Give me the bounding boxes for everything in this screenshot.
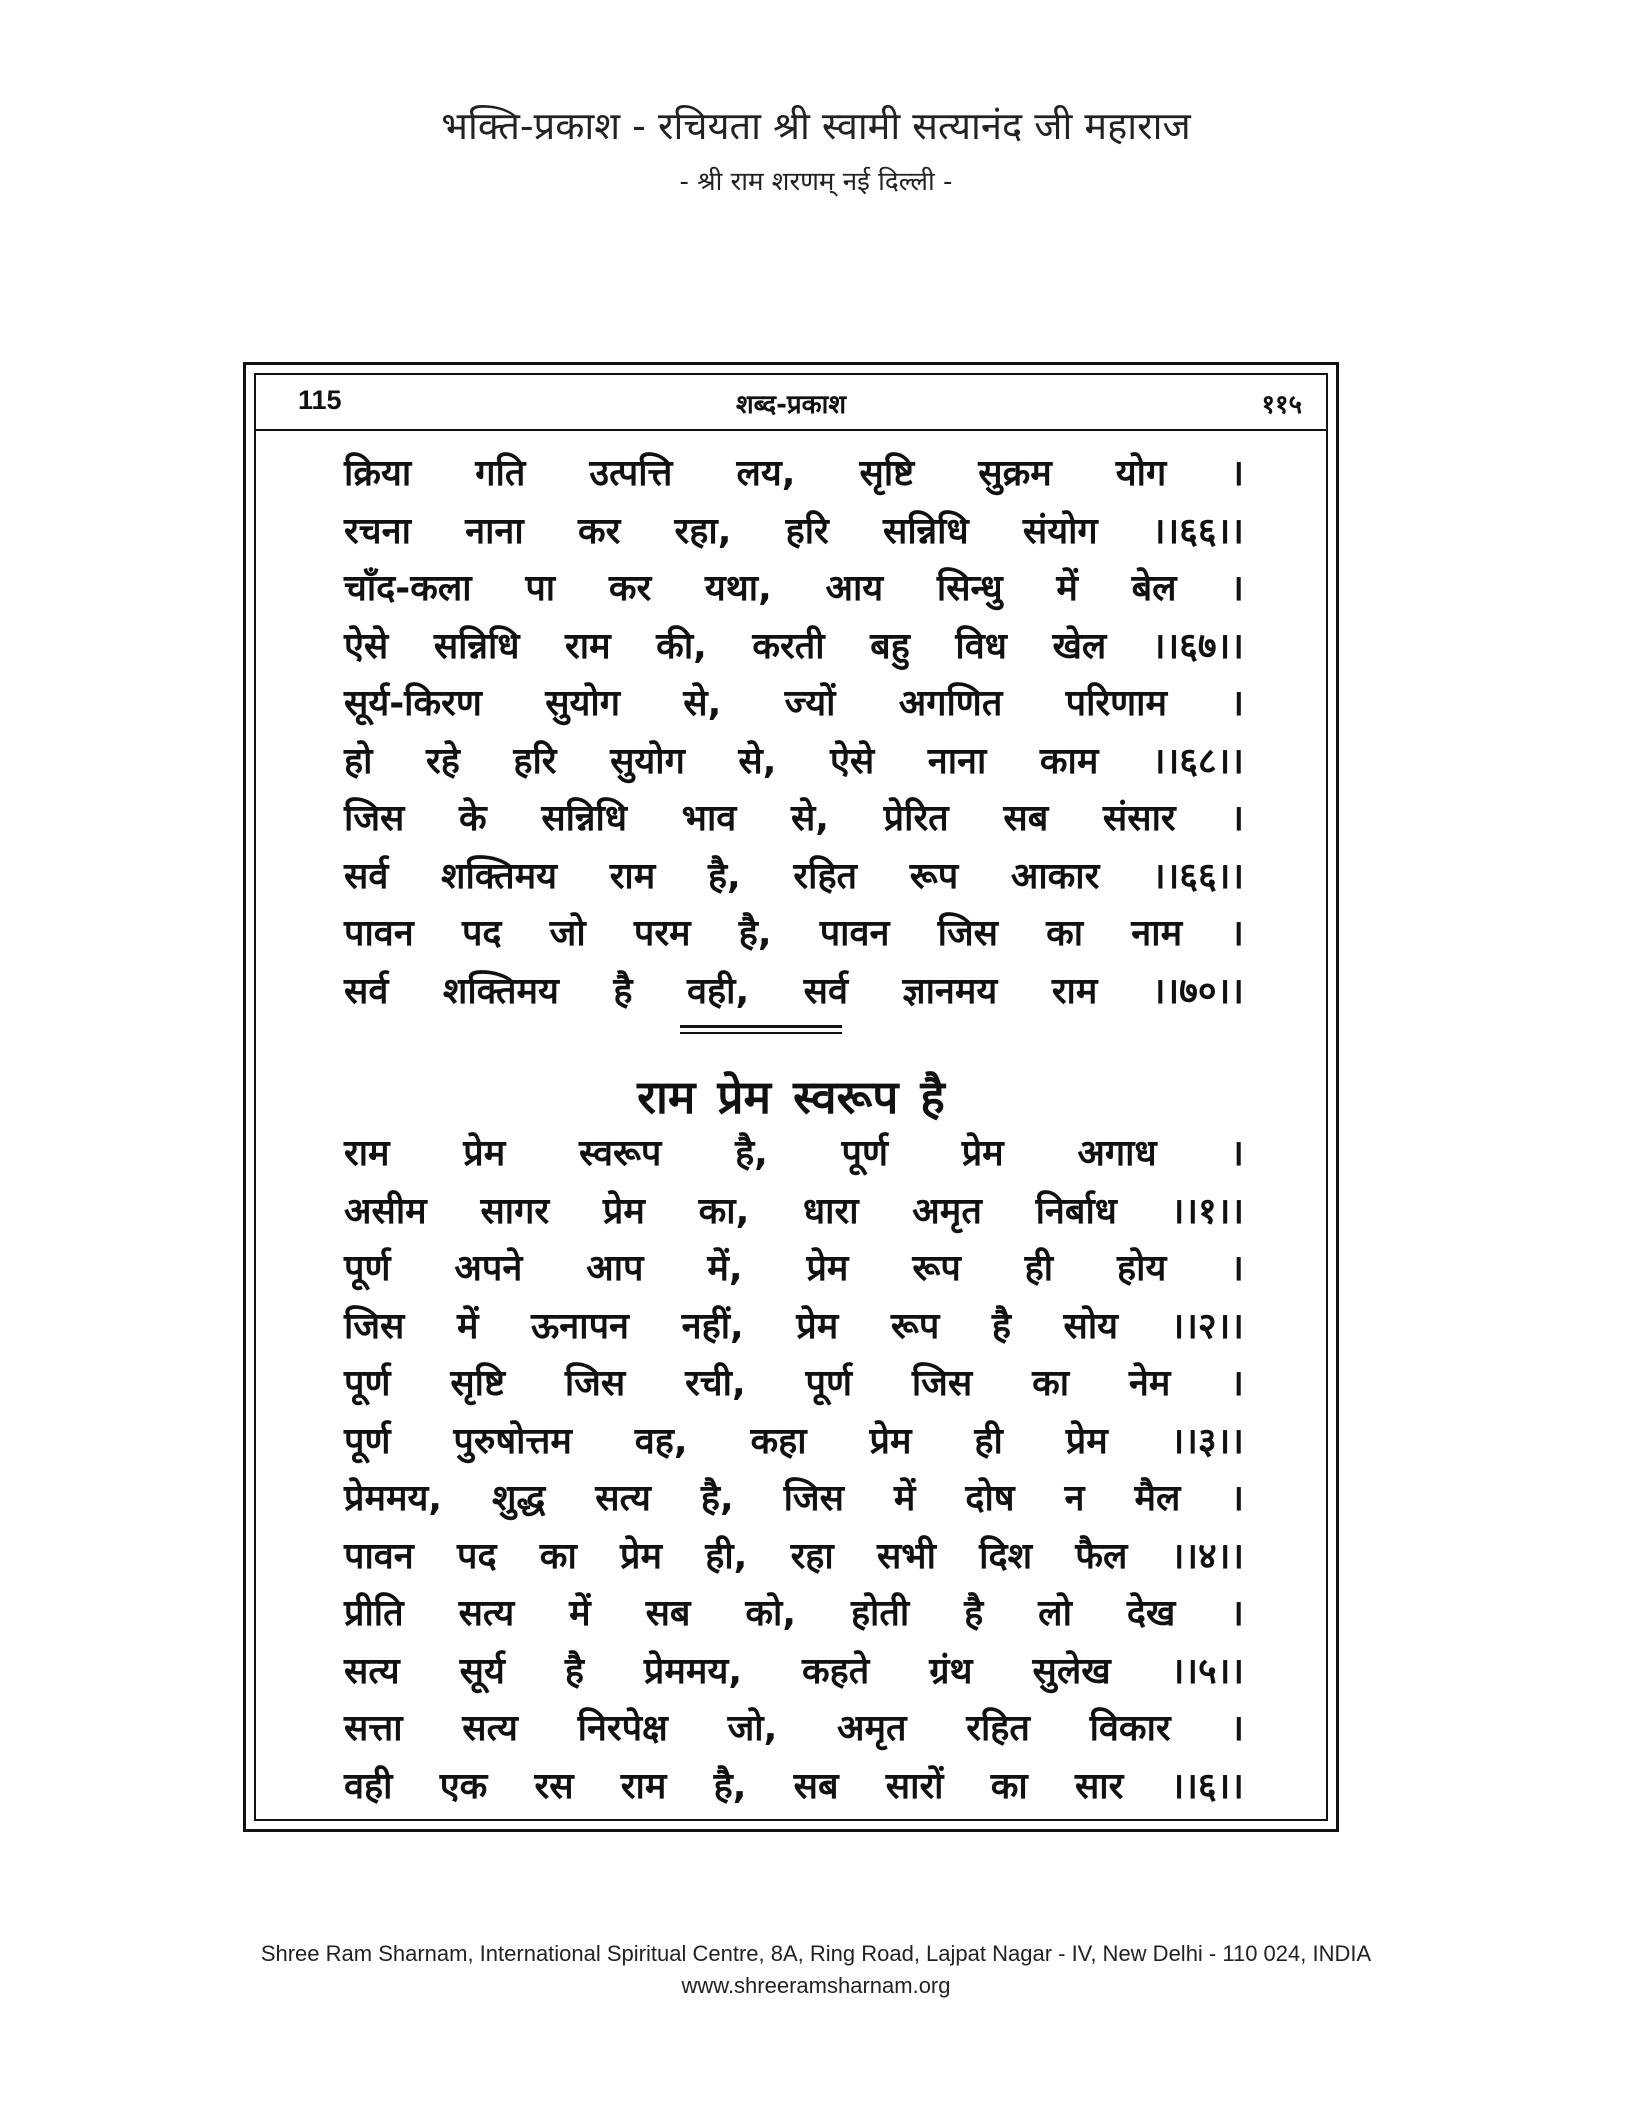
verse-word: सूर्य-किरण [344,683,482,724]
verses-part-1 [344,447,1244,1022]
verse-word: नाम [1131,913,1183,954]
verse-word: पा [525,568,556,609]
verse-word: रचना [344,510,411,552]
verse-word: नाना [927,740,987,782]
verse-word: सन्निधि [433,625,520,667]
verse-line [344,1415,1244,1473]
verse-word: पूर्ण [344,1420,391,1462]
verse-word: ही [1024,1248,1054,1289]
verse-word: से, [790,798,829,839]
verse-word: में [569,1593,591,1634]
verse-word: शक्तिमय [442,970,559,1012]
verse-word: पूर्ण [344,1363,391,1404]
verse-word: सत्ता [344,1708,403,1749]
verse-line [344,850,1244,908]
footer-address: Shree Ram Sharnam, International Spiritual Centre, 8A, Ring Road, Lajpat Nagar - IV, New Delhi - 110 024, INDIA [260,1941,1372,1966]
verse-word: काम [1039,740,1099,782]
verse-word: । [1230,1133,1244,1174]
verse-word: ।।६६।। [1151,510,1244,552]
verse-word: जिस [937,913,998,954]
verse-word: है [564,1650,584,1692]
verse-word: का, [698,1190,750,1232]
verse-word: की, [656,625,707,667]
verse-line [344,1587,1244,1645]
verse-word: कहा [750,1420,807,1462]
verse-word: रस [534,1765,574,1807]
verse-word: एक [439,1765,488,1807]
verse-word: प्रीति [344,1593,404,1634]
verse-word: सन्निधि [541,798,627,839]
verse-word: रहे [425,740,460,782]
verse-word: योग [1115,453,1167,494]
verse-word: लो [1038,1593,1072,1634]
verse-word: देख [1126,1593,1176,1634]
verse-word: राम [609,855,656,897]
verse-word: । [1230,453,1244,494]
verse-word: बहु [870,625,910,667]
verse-line [344,735,1244,793]
verse-word: पुरुषोत्तम [453,1420,572,1462]
verse-word: सुयोग [545,683,620,724]
verse-word: ।।७०।। [1151,970,1244,1012]
verse-word: जिस [783,1478,844,1519]
verse-word: असीम [344,1190,427,1232]
verse-word: नाना [465,510,524,552]
document-header [0,100,1632,202]
verse-word: का [990,1765,1028,1807]
verse-line [344,1530,1244,1588]
verse-word: सब [793,1765,839,1807]
verse-word: ।।६७।। [1151,625,1244,667]
verse-word: । [1230,1593,1244,1634]
verse-word: राम [344,1133,390,1174]
verse-word: जिस [911,1363,973,1404]
verse-word: सृष्टि [450,1363,506,1404]
verse-word: को, [745,1593,797,1634]
verse-word: धारा [803,1190,859,1232]
verse-word: मैल [1134,1478,1181,1519]
verse-word: पद [457,1535,497,1577]
verse-word: सुलेख [1032,1650,1111,1692]
verse-word: यथा, [704,568,772,609]
verse-line [344,792,1244,850]
verse-word: ही [974,1420,1003,1462]
verse-word: ऊनापन [531,1305,630,1347]
verse-word: कर [577,510,621,552]
verse-word: खेल [1052,625,1107,667]
verse-word: निरपेक्ष [577,1708,668,1749]
verse-word: सारों [885,1765,944,1807]
verse-word: शुद्ध [492,1478,546,1519]
verse-word: संसार [1102,798,1176,839]
verse-word: प्रेम [961,1133,1004,1174]
verse-word: रची, [685,1363,746,1404]
verse-word: करती [752,625,825,667]
verse-word: विध [955,625,1007,667]
verse-word: ऐसे [829,740,875,782]
verse-word: प्रेम [463,1133,506,1174]
verse-word: अमृत [912,1190,982,1232]
verse-word: है, [735,1133,768,1174]
verse-word: में [893,1478,916,1519]
verse-word: राम [1051,970,1098,1012]
verse-line [344,1645,1244,1703]
verse-word: है, [713,1765,747,1807]
document-footer [0,1938,1632,2002]
verse-word: में, [707,1248,743,1289]
verse-word: है [613,970,633,1012]
verse-word: सर्व [344,855,389,897]
verse-word: कहते [801,1650,870,1692]
verse-line [344,1357,1244,1415]
verse-word: न [1064,1478,1085,1519]
verse-word: स्वरूप [578,1133,662,1174]
verse-line [344,1472,1244,1530]
verse-word: रहा [790,1535,834,1577]
verse-word: बेल [1131,568,1177,609]
verse-word: प्रेम [1065,1420,1108,1462]
verse-word: अगणित [898,683,1003,724]
verse-word: सभी [876,1535,936,1577]
verse-line [344,907,1244,965]
verse-word: ।।२।। [1170,1305,1244,1347]
verse-word: रहित [793,855,858,897]
verse-word: पूर्ण [841,1133,889,1174]
verse-word: । [1230,798,1244,839]
page-number: 115 [298,385,342,415]
verse-word: जिस [564,1363,626,1404]
verse-word: ।।६८।। [1151,740,1244,782]
verse-word: राम [620,1765,667,1807]
verse-word: पूर्ण [805,1363,852,1404]
header-title: भक्ति-प्रकाश - रचियता श्री स्वामी सत्यानंद जी महाराज [441,104,1191,148]
running-head [256,375,1326,431]
page-number-devanagari: ११५ [1261,390,1302,420]
verse-word: सब [1003,798,1049,839]
verse-word: अगाध [1077,1133,1157,1174]
verse-word: प्रेममय, [643,1650,743,1692]
verse-word: सन्निधि [882,510,969,552]
verse-word: अमृत [836,1708,907,1749]
verse-line [344,562,1244,620]
verse-word: है [964,1593,984,1634]
verse-word: सर्व [803,970,849,1012]
verse-word: सत्य [595,1478,651,1519]
verse-word: । [1230,683,1244,724]
verse-word: परम [633,913,691,954]
verse-word: वह, [634,1420,688,1462]
verse-word: । [1230,1478,1244,1519]
verse-word: प्रेम [806,1248,849,1289]
verse-word: । [1230,1363,1244,1404]
section-divider [680,1025,842,1034]
verse-word: हरि [785,510,829,552]
verse-word: गति [475,453,526,494]
verse-word: नेम [1128,1363,1171,1404]
verse-word: आप [586,1248,644,1289]
verse-word: पूर्ण [344,1248,391,1289]
verse-word: में [456,1305,479,1347]
verse-word: ऐसे [344,625,389,667]
verse-word: कर [608,568,652,609]
verse-line [344,505,1244,563]
running-head-title: शब्द-प्रकाश [735,390,847,420]
section-heading: राम प्रेम स्वरूप है [637,1070,945,1124]
verse-word: जिस [344,798,405,839]
verse-line [344,1760,1244,1818]
verse-word: रूप [890,1305,940,1347]
verse-word: सब [645,1593,691,1634]
verse-line [344,1300,1244,1358]
verse-word: ।।३।। [1170,1420,1244,1462]
verse-word: विकार [1089,1708,1171,1749]
verse-word: ।।४।। [1170,1535,1244,1577]
page-frame [243,362,1339,1832]
verse-word: सोय [1063,1305,1119,1347]
verse-word: हो [344,740,373,782]
verse-word: वही, [687,970,750,1012]
verse-line [344,1127,1244,1185]
verse-word: ही, [705,1535,748,1577]
verse-word: क्रिया [344,453,412,494]
verse-word: रूप [912,1248,961,1289]
verse-word: भाव [681,798,737,839]
verse-word: परिणाम [1065,683,1168,724]
verse-line [344,677,1244,735]
verse-word: ।।१।। [1170,1190,1244,1232]
verse-line [344,620,1244,678]
verse-word: प्रेम [620,1535,663,1577]
verse-word: । [1230,568,1244,609]
footer-website: www.shreeramsharnam.org [681,1973,951,1998]
verse-word: निर्बाध [1035,1190,1117,1232]
verse-word: पद [461,913,502,954]
verse-word: प्रेरित [883,798,949,839]
verse-word: प्रेममय, [344,1478,443,1519]
verse-word: । [1230,913,1244,954]
verse-word: ज्यों [784,683,836,724]
verse-word: का [1032,1363,1070,1404]
verse-word: रहा, [674,510,732,552]
verse-word: जो [549,913,586,954]
verse-word: ज्ञानमय [902,970,998,1012]
verse-word: होय [1117,1248,1167,1289]
page-frame-inner [254,373,1328,1821]
verse-word: से, [738,740,777,782]
verse-word: में [1056,568,1078,609]
header-subtitle: - श्री राम शरणम् नई दिल्ली - [679,167,953,197]
verse-word: सागर [480,1190,550,1232]
verse-line [344,1185,1244,1243]
verse-word: है, [738,913,772,954]
verse-word: । [1230,1708,1244,1749]
verse-word: पावन [819,913,890,954]
verse-word: सृष्टि [859,453,915,494]
verse-word: शक्तिमय [441,855,558,897]
verse-word: दोष [965,1478,1015,1519]
verse-word: सत्य [462,1708,518,1749]
verse-word: नहीं, [681,1305,744,1347]
verse-word: ग्रंथ [929,1650,973,1692]
verse-word: आय [825,568,884,609]
verse-word: सूर्य [459,1650,505,1692]
verse-line [344,447,1244,505]
verse-word: सार [1074,1765,1124,1807]
verse-line [344,965,1244,1023]
verse-word: रूप [909,855,959,897]
verse-word: संयोग [1022,510,1098,552]
verse-word: आकार [1010,855,1100,897]
verse-word: चाँद-कला [344,568,472,609]
verse-word: हरि [513,740,557,782]
verse-word: का [539,1535,577,1577]
verse-word: सिन्धु [936,568,1003,609]
verse-word: है [991,1305,1011,1347]
verse-word: प्रेम [869,1420,912,1462]
verse-word: दिश [979,1535,1033,1577]
verse-word: से, [683,683,722,724]
verse-word: ।।५।। [1170,1650,1244,1692]
verse-word: उत्पत्ति [589,453,673,494]
verse-word: प्रेम [796,1305,839,1347]
verse-word: सुयोग [610,740,685,782]
verse-word: जिस [344,1305,405,1347]
verse-word: प्रेम [602,1190,645,1232]
verse-word: अपने [454,1248,523,1289]
verse-word: के [459,798,487,839]
verse-word: जो, [727,1708,778,1749]
verse-word: सुक्रम [978,453,1052,494]
verse-word: होती [850,1593,910,1634]
verse-line [344,1702,1244,1760]
verse-word: वही [344,1765,393,1807]
verse-word: ।।६।। [1170,1765,1244,1807]
verse-word: रहित [966,1708,1030,1749]
verse-word: का [1046,913,1084,954]
verse-word: लय, [736,453,796,494]
verse-word: सत्य [458,1593,515,1634]
verse-word: । [1230,1248,1244,1289]
verse-word: सत्य [344,1650,400,1692]
verse-word: राम [565,625,611,667]
verses-part-2 [344,1127,1244,1817]
verse-word: ।।६६।। [1151,855,1244,897]
verse-word: पावन [344,1535,414,1577]
verse-word: फैल [1075,1535,1128,1577]
verse-word: है, [700,1478,734,1519]
verse-word: सर्व [344,970,389,1012]
verse-line [344,1242,1244,1300]
verse-word: पावन [344,913,414,954]
verse-word: है, [707,855,741,897]
